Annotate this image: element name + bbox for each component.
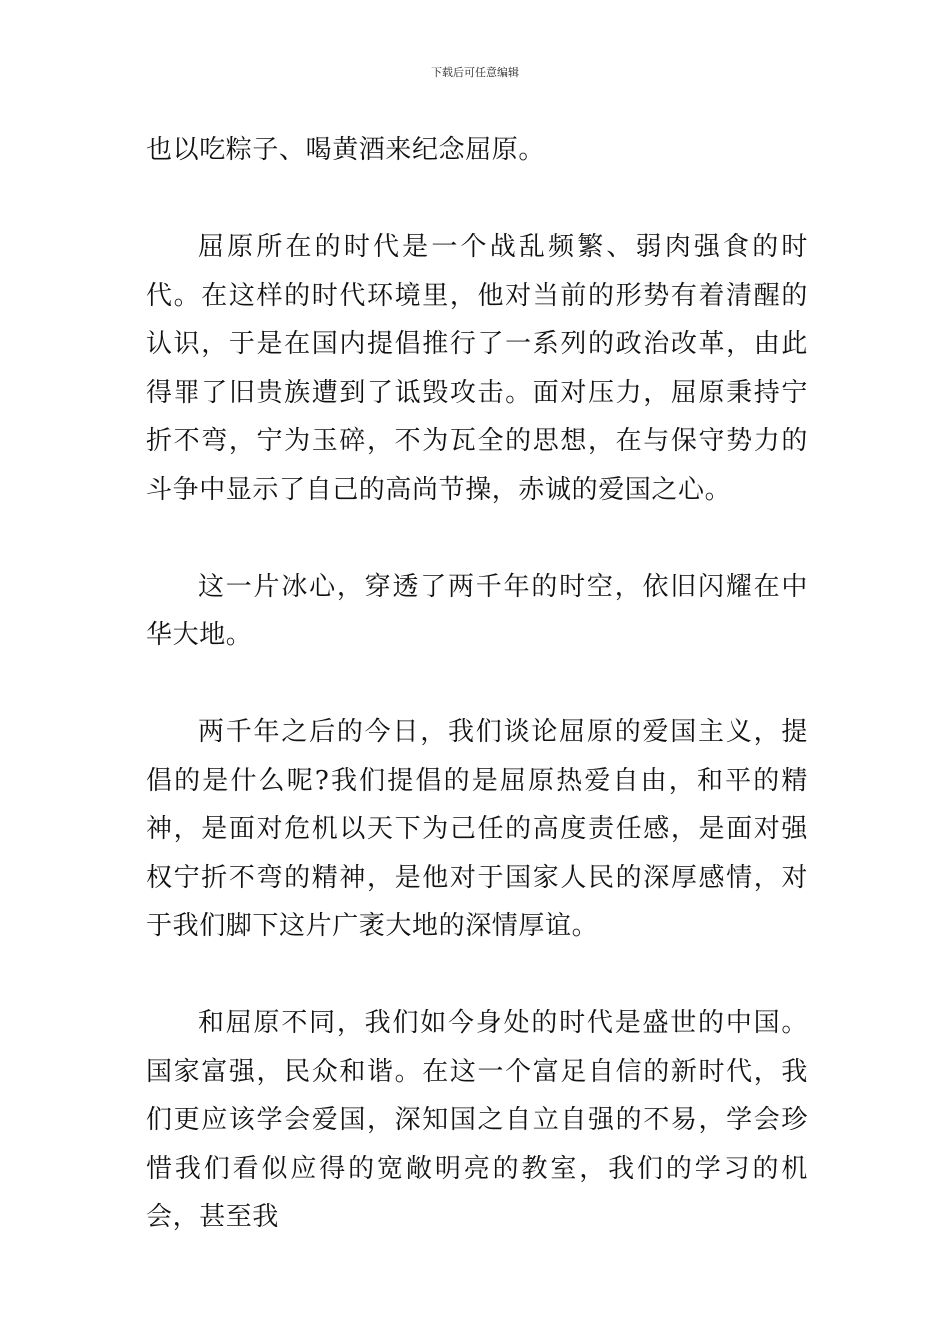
paragraph-pure-heart: 这一片冰心，穿透了两千年的时空，依旧闪耀在中华大地。 bbox=[146, 571, 808, 650]
paragraph-new-era: 和屈原不同，我们如今身处的时代是盛世的中国。国家富强，民众和谐。在这一个富足自信的新时代，我们更应该学会爱国，深知国之自立自强的不易，学会珍惜我们看似应得的宽敞明亮的教室，我们的学习的机会，甚至我 bbox=[146, 1008, 808, 1232]
page-header: 下载后可任意编辑 bbox=[431, 66, 519, 79]
paragraph-gap bbox=[146, 514, 808, 563]
paragraph-qu-yuan-era: 屈原所在的时代是一个战乱频繁、弱肉强食的时代。在这样的时代环境里，他对当前的形势有着清醒的认识，于是在国内提倡推行了一系列的政治改革，由此得罪了旧贵族遭到了诋毁攻击。面对压力，屈原秉持宁折不弯，宁为玉碎，不为瓦全的思想，在与保守势力的斗争中显示了自己的高尚节操，赤诚的爱国之心。 bbox=[146, 232, 808, 505]
paragraph-patriotism-today: 两千年之后的今日，我们谈论屈原的爱国主义，提倡的是什么呢?我们提倡的是屈原热爱自由，和平的精神，是面对危机以天下为己任的高度责任感，是面对强权宁折不弯的精神，是他对于国家人民的深厚感情，对于我们脚下这片广袤大地的深情厚谊。 bbox=[146, 717, 808, 941]
paragraph-gap bbox=[146, 660, 808, 709]
document-body bbox=[146, 126, 808, 1242]
paragraph-gap bbox=[146, 175, 808, 224]
paragraph-continuation: 也以吃粽子、喝黄酒来纪念屈原。 bbox=[146, 135, 546, 165]
paragraph-gap bbox=[146, 951, 808, 1000]
